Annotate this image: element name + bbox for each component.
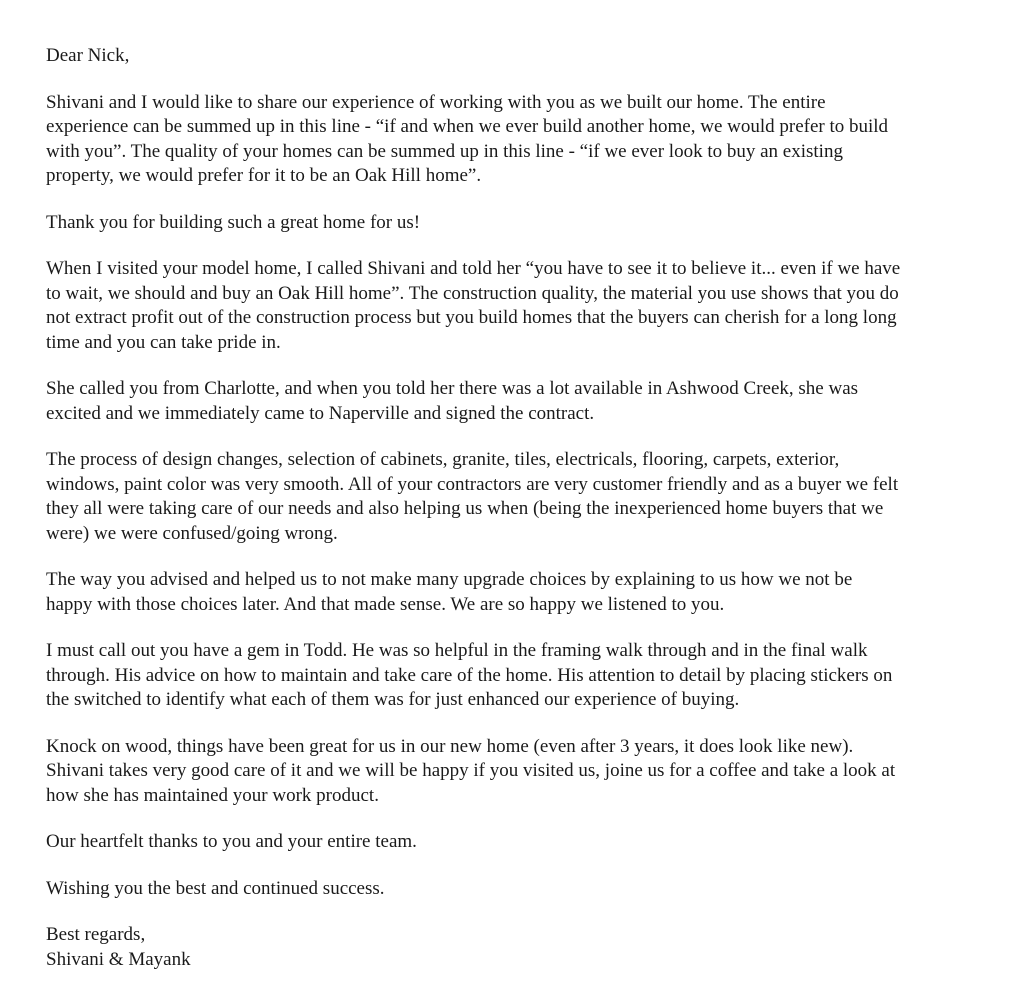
text-line: excited and we immediately came to Naperville and signed the contract.: [46, 402, 595, 424]
text-line: Shivani takes very good care of it and we will be happy if you visited us, joine us for a coffee and take a look at: [46, 760, 896, 781]
salutation: Dear Nick,: [46, 45, 130, 66]
text-line: to wait, we should and buy an Oak Hill home”. The construction quality, the material you use shows that you do: [46, 282, 899, 304]
text-line: with you”. The quality of your homes can be summed up in this line - “if we ever look to buy an existing: [46, 140, 843, 162]
paragraph-wishing: [46, 877, 996, 902]
text-line: Thank you for building such a great home for us!: [46, 211, 421, 233]
text-line: property, we would prefer for it to be an Oak Hill home”.: [46, 165, 482, 186]
paragraph-todd: [46, 639, 996, 713]
letter-closing: [46, 923, 996, 972]
text-line: Knock on wood, things have been great for us in our new home (even after 3 years, it does look like new).: [46, 735, 854, 757]
text-line: Wishing you the best and continued success.: [46, 877, 385, 899]
text-line: the switched to identify what each of them was for just enhanced our experience of buying.: [46, 689, 740, 710]
text-line: The way you advised and helped us to not make many upgrade choices by explaining to us how we not be: [46, 569, 853, 590]
text-line: The process of design changes, selection of cabinets, granite, tiles, electricals, flooring, carpets, exterior,: [46, 449, 840, 470]
paragraph-heartfelt-thanks: [46, 830, 996, 855]
text-line: I must call out you have a gem in Todd. He was so helpful in the framing walk through and in the final walk: [46, 640, 868, 661]
paragraph-model-home: [46, 257, 996, 355]
text-line: She called you from Charlotte, and when you told her there was a lot available in Ashwood Creek, she was: [46, 378, 859, 399]
paragraph-charlotte: [46, 377, 996, 426]
text-line: were) we were confused/going wrong.: [46, 522, 338, 544]
paragraph-design-process: [46, 448, 996, 546]
letter-body: [46, 44, 996, 994]
text-line: they all were taking care of our needs and also helping us when (being the inexperienced home buyers that we: [46, 498, 884, 519]
paragraph-upgrade-advice: [46, 568, 996, 617]
text-line: experience can be summed up in this line - “if and when we ever build another home, we would prefer to build: [46, 116, 889, 137]
text-line: windows, paint color was very smooth. All of your contractors are very customer friendly and as a buyer we felt: [46, 473, 899, 495]
text-line: time and you can take pride in.: [46, 331, 281, 353]
text-line: through. His advice on how to maintain and take care of the home. His attention to detail by placing stickers on: [46, 664, 893, 686]
text-line: Our heartfelt thanks to you and your entire team.: [46, 831, 417, 852]
text-line: Shivani and I would like to share our experience of working with you as we built our home. The entire: [46, 91, 826, 113]
text-line: how she has maintained your work product.: [46, 784, 379, 806]
paragraph-knock-on-wood: [46, 735, 996, 809]
text-line: happy with those choices later. And that made sense. We are so happy we listened to you.: [46, 593, 725, 615]
text-line: not extract profit out of the construction process but you build homes that the buyers can cherish for a long long: [46, 307, 897, 328]
text-line: When I visited your model home, I called Shivani and told her “you have to see it to believe it... even if we have: [46, 258, 901, 279]
closing-phrase: Best regards,: [46, 924, 146, 945]
signature: Shivani & Mayank: [46, 948, 191, 970]
paragraph-thank-you: [46, 211, 996, 236]
paragraph-shared-experience: [46, 91, 996, 189]
